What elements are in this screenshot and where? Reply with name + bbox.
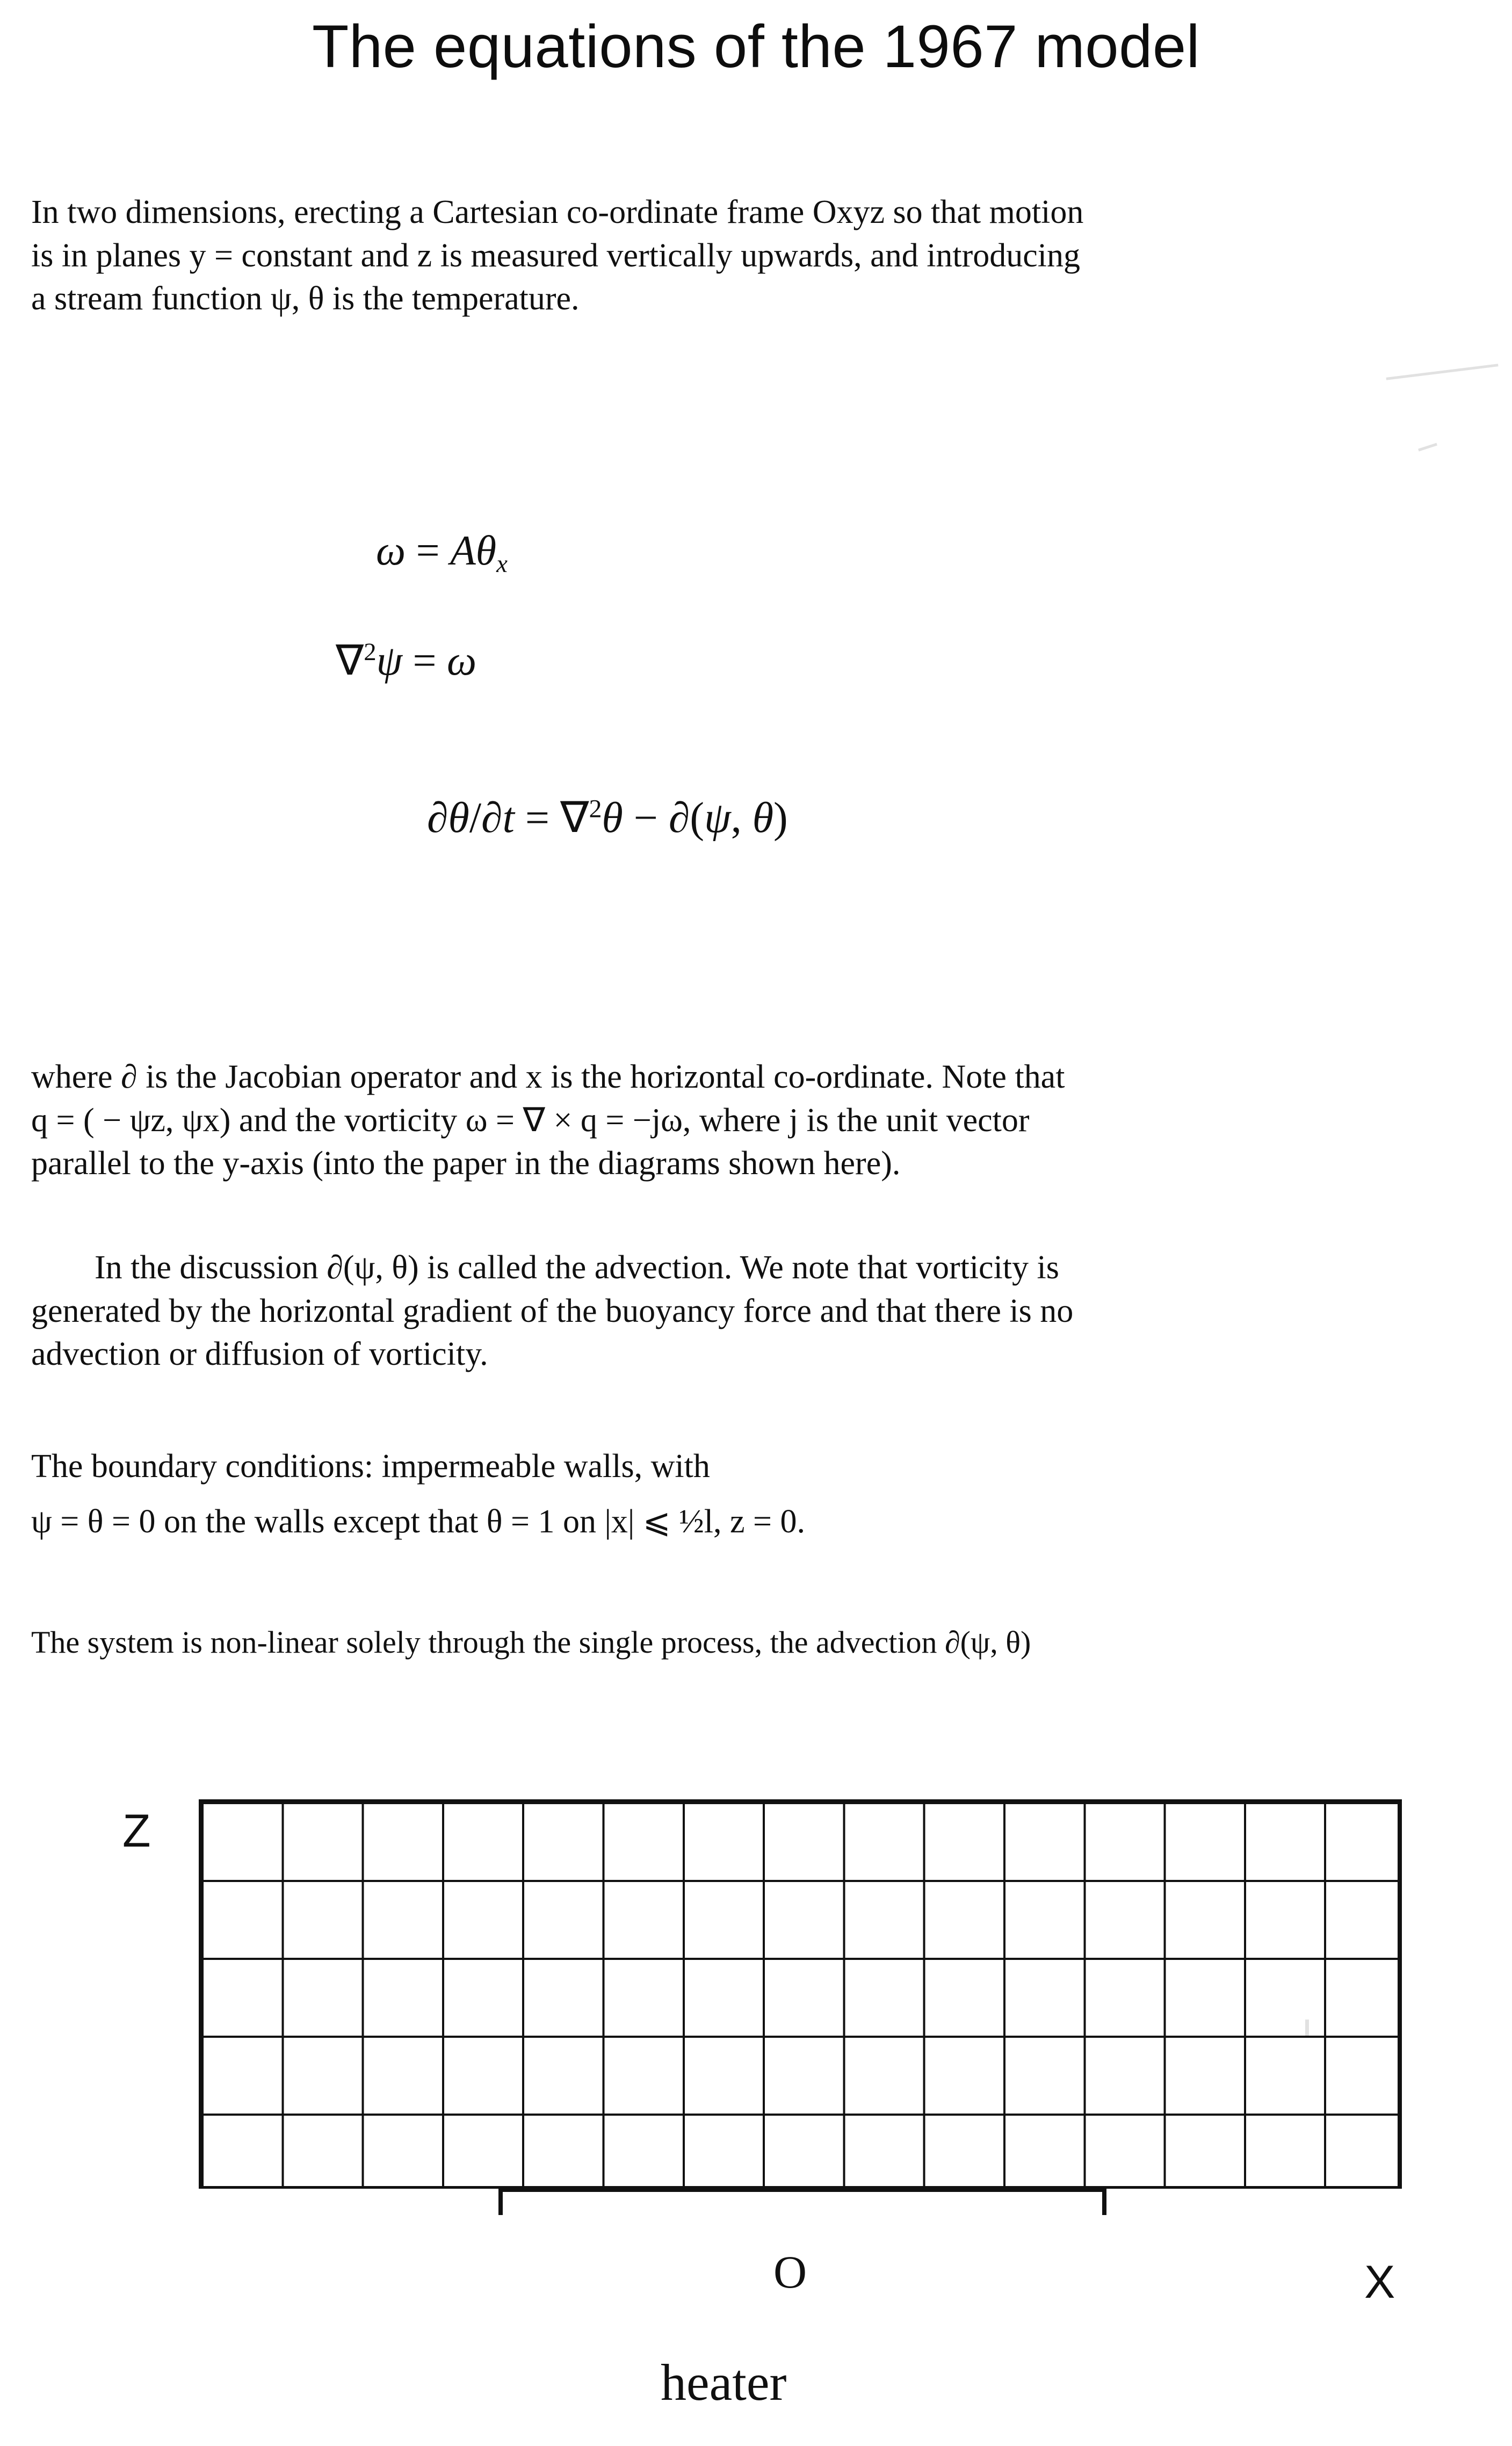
intro-paragraph <box>31 191 1492 321</box>
discussion-line-1: In the discussion ∂(ψ, θ) is called the advection. We note that vorticity is <box>95 1249 1059 1286</box>
where-line-3: parallel to the y-axis (into the paper in the diagrams shown here). <box>31 1145 901 1182</box>
intro-line-2: is in planes y = constant and z is measured vertically upwards, and introducing <box>31 237 1081 274</box>
where-line-1: where ∂ is the Jacobian operator and x is the horizontal co-ordinate. Note that <box>31 1059 1065 1095</box>
discussion-line-3: advection or diffusion of vorticity. <box>31 1336 488 1373</box>
equation-streamfunction: ∇$^2$ψ = ω <box>336 637 477 684</box>
origin-label: O <box>773 2246 807 2298</box>
scan-artifact <box>1305 2020 1309 2036</box>
page-title: The equations of the 1967 model <box>312 13 1200 80</box>
z-axis-label: Z <box>122 1805 151 1857</box>
boundary-line-2: ψ = θ = 0 on the walls except that θ = 1 on |x| ⩽ ½l, z = 0. <box>31 1503 805 1540</box>
x-axis-label: X <box>1364 2256 1395 2308</box>
figure-domain-diagram <box>0 1783 1512 2446</box>
discussion-paragraph <box>31 1246 1497 1376</box>
heater-label: heater <box>661 2354 787 2411</box>
heater-tick-right <box>1102 2187 1106 2215</box>
intro-line-3: a stream function ψ, θ is the temperature. <box>31 280 580 317</box>
grid-right-edge <box>1398 1799 1400 2189</box>
equation-temperature: ∂θ/∂t = ∇$^2$θ − ∂(ψ, θ) <box>427 794 788 842</box>
where-paragraph <box>31 1055 1497 1185</box>
scan-artifact <box>1418 443 1437 452</box>
nonlinear-note-line: The system is non-linear solely through the single process, the advection ∂(ψ, θ) <box>31 1625 1031 1660</box>
scan-artifact <box>1386 364 1498 380</box>
equation-vorticity: $\omega = A\theta_x$ <box>376 527 508 578</box>
boundary-line-1: The boundary conditions: impermeable walls, with <box>31 1448 710 1485</box>
discussion-line-2: generated by the horizontal gradient of the buoyancy force and that there is no <box>31 1292 1074 1329</box>
nonlinear-note <box>31 1622 1497 1662</box>
intro-line-1: In two dimensions, erecting a Cartesian co-ordinate frame Oxyz so that motion <box>31 194 1084 230</box>
heater-tick-left <box>498 2187 503 2215</box>
where-line-2: q = ( − ψz, ψx) and the vorticity ω = ∇ × q = −jω, where j is the unit vector <box>31 1102 1030 1139</box>
heater-bar <box>500 2187 1106 2192</box>
boundary-conditions-paragraph <box>31 1445 1497 1543</box>
grid-domain <box>199 1799 1402 2189</box>
